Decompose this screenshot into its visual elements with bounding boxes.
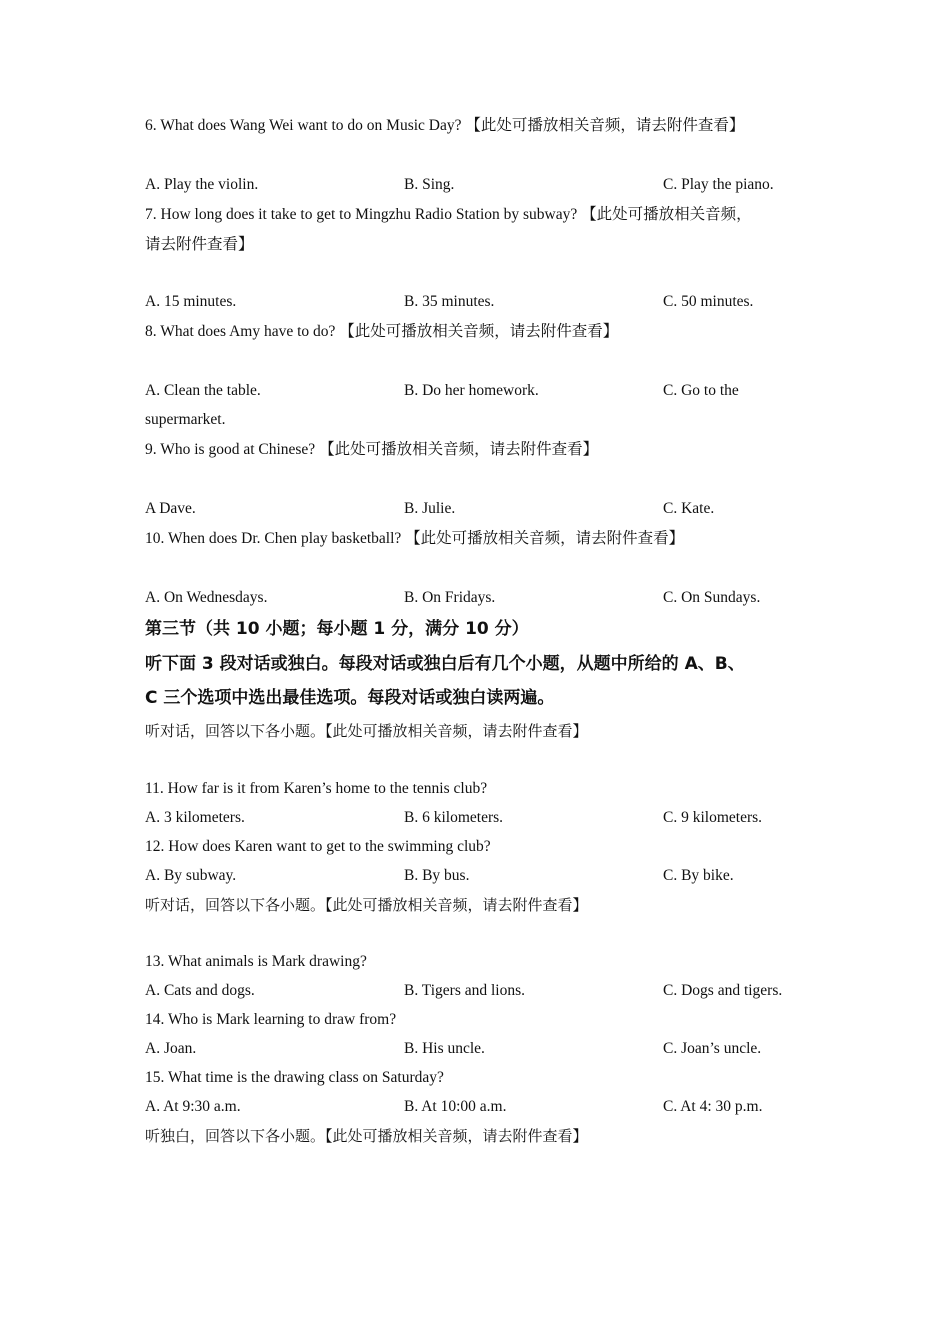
question-13-stem: 13. What animals is Mark drawing? [145,953,367,970]
question-10-stem: 10. When does Dr. Chen play basketball? 【此处可播放相关音频，请去附件查看】 [145,530,685,547]
dialog-2-heading: 听对话，回答以下各小题。【此处可播放相关音频，请去附件查看】 [145,896,588,914]
question-7-option-c: C. 50 minutes. [663,293,754,310]
question-8-option-b: B. Do her homework. [404,382,539,399]
question-10-option-c: C. On Sundays. [663,589,761,606]
question-13-option-a: A. Cats and dogs. [145,982,255,999]
question-6-option-b: B. Sing. [404,176,455,193]
question-8-option-a: A. Clean the table. [145,382,261,399]
section-3-instruction-continued: C 三个选项中选出最佳选项。每段对话或独白读两遍。 [145,688,555,708]
question-12-option-b: B. By bus. [404,867,470,884]
question-6-option-a: A. Play the violin. [145,176,259,193]
question-7-stem-continued: 请去附件查看】 [145,236,254,253]
question-9-option-a: A Dave. [145,500,196,517]
question-11-option-b: B. 6 kilometers. [404,809,504,826]
question-15-option-c: C. At 4: 30 p.m. [663,1098,763,1115]
question-15-option-a: A. At 9:30 a.m. [145,1098,241,1115]
question-8-stem: 8. What does Amy have to do? 【此处可播放相关音频，请去附件查看】 [145,323,619,340]
question-12-option-a: A. By subway. [145,867,237,884]
section-3-title: 第三节（共 10 小题；每小题 1 分，满分 10 分） [145,619,529,639]
question-15-stem: 15. What time is the drawing class on Saturday? [145,1069,444,1086]
section-3-instruction: 听下面 3 段对话或独白。每段对话或独白后有几个小题，从题中所给的 A、B、 [145,654,745,674]
question-10-option-b: B. On Fridays. [404,589,496,606]
question-14-stem: 14. Who is Mark learning to draw from? [145,1011,397,1028]
question-11-option-c: C. 9 kilometers. [663,809,763,826]
question-11-stem: 11. How far is it from Karen’s home to the tennis club? [145,780,488,797]
question-10-option-a: A. On Wednesdays. [145,589,268,606]
question-15-option-b: B. At 10:00 a.m. [404,1098,507,1115]
question-12-stem: 12. How does Karen want to get to the swimming club? [145,838,491,855]
question-14-option-c: C. Joan’s uncle. [663,1040,762,1057]
question-11-option-a: A. 3 kilometers. [145,809,245,826]
question-6-stem: 6. What does Wang Wei want to do on Music Day? 【此处可播放相关音频，请去附件查看】 [145,117,745,134]
question-6-option-c: C. Play the piano. [663,176,774,193]
question-9-stem: 9. Who is good at Chinese? 【此处可播放相关音频，请去附件查看】 [145,441,599,458]
question-7-stem: 7. How long does it take to get to Mingzhu Radio Station by subway? 【此处可播放相关音频， [145,206,752,223]
question-7-option-b: B. 35 minutes. [404,293,495,310]
question-14-option-a: A. Joan. [145,1040,197,1057]
question-9-option-c: C. Kate. [663,500,715,517]
question-13-option-b: B. Tigers and lions. [404,982,526,999]
dialog-1-heading: 听对话，回答以下各小题。【此处可播放相关音频，请去附件查看】 [145,722,588,740]
question-13-option-c: C. Dogs and tigers. [663,982,783,999]
question-14-option-b: B. His uncle. [404,1040,485,1057]
question-8-option-c: C. Go to the [663,382,739,399]
question-8-option-c-continued: supermarket. [145,411,226,428]
question-9-option-b: B. Julie. [404,500,456,517]
monologue-heading: 听独白，回答以下各小题。【此处可播放相关音频，请去附件查看】 [145,1127,588,1145]
question-12-option-c: C. By bike. [663,867,734,884]
question-7-option-a: A. 15 minutes. [145,293,237,310]
